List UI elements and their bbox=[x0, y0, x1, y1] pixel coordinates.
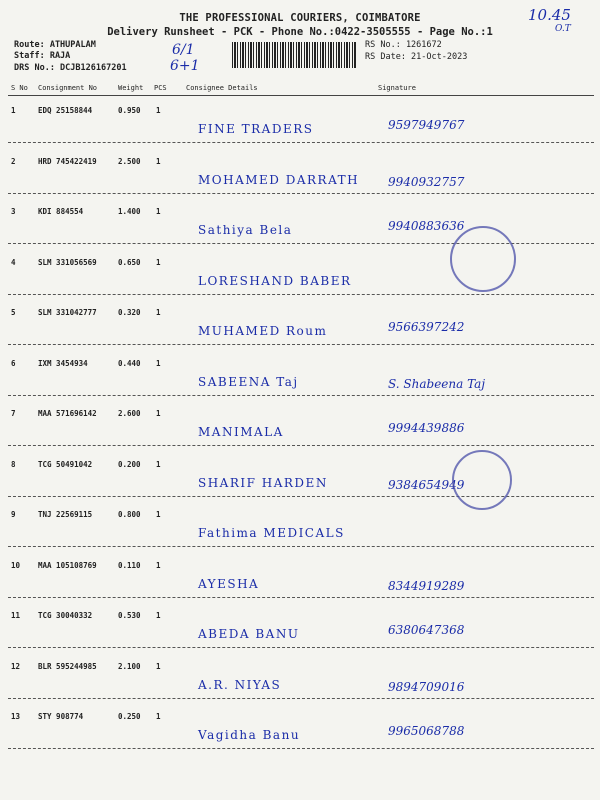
pharmacy-stamp bbox=[452, 450, 512, 510]
handwritten-signature: 6380647368 bbox=[388, 623, 465, 637]
cell-pcs: 1 bbox=[156, 712, 161, 721]
cell-consignment: BLR 595244985 bbox=[38, 661, 97, 671]
handwritten-signature: 8344919289 bbox=[388, 578, 465, 593]
col-consignee: Consignee Details bbox=[186, 84, 258, 92]
cell-pcs: 1 bbox=[156, 560, 161, 570]
cell-weight: 0.530 bbox=[118, 611, 141, 620]
table-row bbox=[8, 96, 594, 143]
handwritten-signature: 9894709016 bbox=[388, 679, 465, 694]
cell-sno: 11 bbox=[11, 611, 21, 620]
cell-consignment: TCG 30040332 bbox=[38, 611, 93, 620]
handwritten-consignee: SHARIF HARDEN bbox=[198, 475, 328, 490]
drs-number: DRS No.: DCJB126167201 bbox=[14, 63, 127, 73]
cell-weight: 0.250 bbox=[118, 712, 141, 721]
col-sno: S No bbox=[11, 84, 28, 92]
handwritten-consignee: MOHAMED DARRATH bbox=[198, 172, 360, 187]
cell-weight: 0.650 bbox=[118, 257, 141, 267]
table-row bbox=[8, 500, 594, 547]
cell-consignment: KDI 884554 bbox=[38, 207, 84, 216]
cell-consignment: IXM 3454934 bbox=[38, 358, 88, 368]
table-row bbox=[8, 551, 594, 598]
handwritten-signature: 9597949767 bbox=[388, 118, 465, 132]
cell-sno: 7 bbox=[11, 409, 16, 418]
handwritten-count-top: 6/1 bbox=[172, 42, 195, 58]
cell-sno: 1 bbox=[11, 106, 16, 115]
cell-pcs: 1 bbox=[156, 510, 161, 519]
col-signature: Signature bbox=[378, 84, 416, 92]
cell-consignment: MAA 105108769 bbox=[38, 560, 97, 570]
col-consignment: Consignment No bbox=[38, 84, 98, 92]
cell-consignment: HRD 745422419 bbox=[38, 156, 97, 166]
cell-weight: 0.950 bbox=[118, 106, 141, 115]
handwritten-signature: 9994439886 bbox=[388, 421, 465, 435]
handwritten-consignee: FINE TRADERS bbox=[198, 122, 314, 136]
table-row bbox=[8, 399, 594, 446]
cell-sno: 12 bbox=[11, 661, 21, 671]
cell-weight: 0.800 bbox=[118, 510, 141, 519]
rs-date: RS Date: 21-Oct-2023 bbox=[365, 52, 468, 62]
cell-pcs: 1 bbox=[156, 257, 161, 267]
cell-weight: 2.100 bbox=[118, 661, 141, 671]
cell-sno: 9 bbox=[11, 510, 16, 519]
cell-weight: 1.400 bbox=[118, 207, 141, 216]
table-header bbox=[8, 81, 594, 96]
cell-weight: 2.500 bbox=[118, 156, 141, 166]
table-row bbox=[8, 298, 594, 345]
col-pcs: PCS bbox=[154, 84, 167, 92]
table-row bbox=[8, 147, 594, 194]
handwritten-signature: 9965068788 bbox=[388, 724, 465, 738]
table-row bbox=[8, 652, 594, 699]
handwritten-consignee: ABEDA BANU bbox=[198, 627, 300, 641]
handwritten-count-bottom: 6+1 bbox=[170, 58, 200, 74]
cell-consignment: TCG 50491042 bbox=[38, 459, 93, 469]
table-row bbox=[8, 702, 594, 749]
document-subtitle: Delivery Runsheet - PCK - Phone No.:0422-3505555 - Page No.:1 bbox=[107, 26, 493, 38]
table-row bbox=[8, 601, 594, 648]
cell-pcs: 1 bbox=[156, 106, 161, 115]
handwritten-time-note: O.T bbox=[555, 24, 571, 34]
cell-sno: 4 bbox=[11, 257, 16, 267]
handwritten-consignee: Sathiya Bela bbox=[198, 223, 293, 237]
handwritten-consignee: AYESHA bbox=[198, 576, 260, 591]
cell-weight: 0.200 bbox=[118, 459, 141, 469]
handwritten-consignee: LORESHAND BABER bbox=[198, 273, 352, 288]
cell-pcs: 1 bbox=[156, 207, 161, 216]
cell-consignment: EDQ 25158844 bbox=[38, 106, 93, 115]
cell-consignment: TNJ 22569115 bbox=[38, 510, 93, 519]
handwritten-consignee: MUHAMED Roum bbox=[198, 324, 328, 338]
cell-sno: 2 bbox=[11, 156, 16, 166]
courier-stamp bbox=[450, 226, 516, 292]
handwritten-consignee: SABEENA Taj bbox=[198, 374, 299, 389]
cell-pcs: 1 bbox=[156, 409, 161, 418]
cell-consignment: STY 908774 bbox=[38, 712, 84, 721]
cell-consignment: SLM 331042777 bbox=[38, 308, 97, 317]
cell-pcs: 1 bbox=[156, 661, 161, 671]
staff-label: Staff: RAJA bbox=[14, 51, 71, 61]
cell-pcs: 1 bbox=[156, 611, 161, 620]
cell-pcs: 1 bbox=[156, 308, 161, 317]
cell-consignment: SLM 331056569 bbox=[38, 257, 97, 267]
route-label: Route: ATHUPALAM bbox=[14, 40, 96, 50]
document-title: THE PROFESSIONAL COURIERS, COIMBATORE bbox=[179, 12, 421, 24]
handwritten-signature: 9940883636 bbox=[388, 219, 465, 233]
handwritten-time: 10.45 bbox=[528, 6, 571, 24]
handwritten-consignee: MANIMALA bbox=[198, 425, 284, 439]
rs-number: RS No.: 1261672 bbox=[365, 40, 442, 50]
handwritten-signature: 9384654949 bbox=[388, 477, 465, 492]
handwritten-consignee: Fathima MEDICALS bbox=[198, 526, 345, 540]
cell-sno: 8 bbox=[11, 459, 16, 469]
cell-sno: 6 bbox=[11, 358, 16, 368]
cell-sno: 10 bbox=[11, 560, 21, 570]
cell-consignment: MAA 571696142 bbox=[38, 409, 97, 418]
cell-pcs: 1 bbox=[156, 358, 161, 368]
cell-weight: 0.320 bbox=[118, 308, 141, 317]
cell-weight: 0.110 bbox=[118, 560, 141, 570]
handwritten-signature: 9940932757 bbox=[388, 174, 465, 189]
handwritten-consignee: Vagidha Banu bbox=[198, 728, 301, 742]
table-row bbox=[8, 349, 594, 396]
cell-sno: 13 bbox=[11, 712, 21, 721]
cell-pcs: 1 bbox=[156, 156, 161, 166]
barcode bbox=[232, 42, 357, 68]
handwritten-signature: S. Shabeena Taj bbox=[388, 376, 486, 391]
col-weight: Weight bbox=[118, 84, 144, 92]
cell-sno: 5 bbox=[11, 308, 16, 317]
handwritten-consignee: A.R. NIYAS bbox=[198, 677, 282, 692]
cell-weight: 0.440 bbox=[118, 358, 141, 368]
cell-pcs: 1 bbox=[156, 459, 161, 469]
handwritten-signature: 9566397242 bbox=[388, 320, 465, 334]
cell-weight: 2.600 bbox=[118, 409, 141, 418]
cell-sno: 3 bbox=[11, 207, 16, 216]
